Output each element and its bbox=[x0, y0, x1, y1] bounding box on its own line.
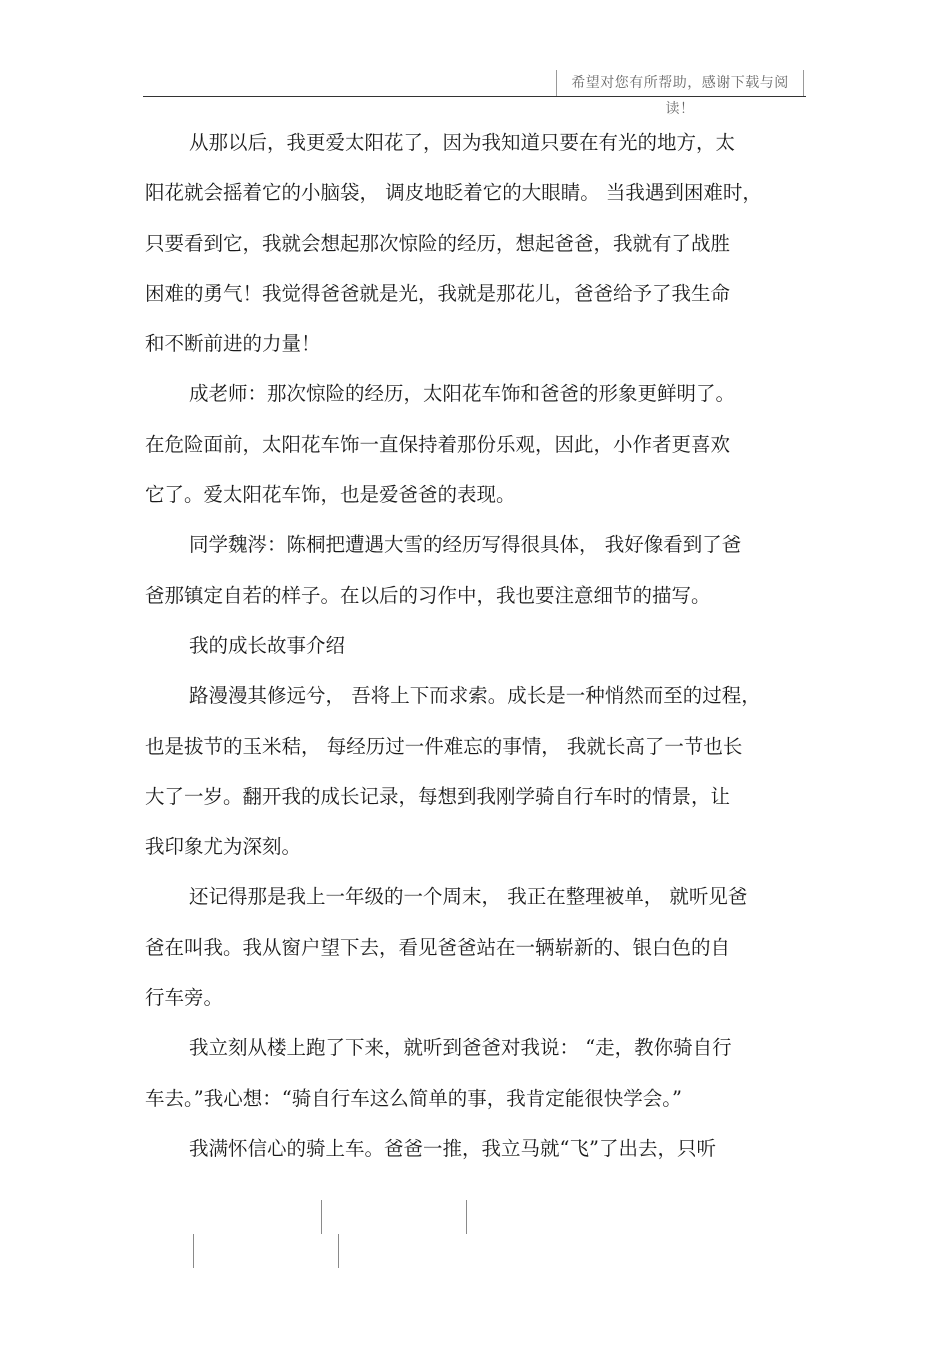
text-line: 成老师：那次惊险的经历，太阳花车饰和爸爸的形象更鲜明了。 bbox=[189, 382, 736, 406]
text-line: 爸那镇定自若的样子。在以后的习作中，我也要注意细节的描写。 bbox=[145, 583, 711, 607]
text-line: 路漫漫其修远兮， 吾将上下而求索。成长是一种悄然而至的过程， bbox=[189, 684, 761, 708]
text-line: 我立刻从楼上跑了下来，就听到爸爸对我说： “走，教你骑自行 bbox=[189, 1036, 732, 1060]
text-line: 也是拔节的玉米秸， 每经历过一件难忘的事情， 我就长高了一节也长 bbox=[145, 734, 743, 758]
text-line: 我印象尤为深刻。 bbox=[145, 835, 302, 859]
text-line: 和不断前进的力量！ bbox=[145, 332, 321, 356]
text-line: 车去。”我心想：“骑自行车这么简单的事，我肯定能很快学会。” bbox=[145, 1086, 682, 1110]
header-note: 希望对您有所帮助，感谢下载与阅读！ bbox=[556, 70, 804, 96]
text-line: 大了一岁。翻开我的成长记录，每想到我刚学骑自行车时的情景，让 bbox=[145, 784, 731, 808]
footer-rule bbox=[466, 1200, 467, 1234]
text-line: 行车旁。 bbox=[145, 986, 224, 1010]
text-line: 从那以后，我更爱太阳花了，因为我知道只要在有光的地方，太 bbox=[189, 131, 736, 154]
text-line: 还记得那是我上一年级的一个周末， 我正在整理被单， 就听见爸 bbox=[189, 885, 748, 909]
body-text bbox=[145, 118, 805, 1174]
header-rule bbox=[143, 96, 806, 97]
text-line: 我满怀信心的骑上车。爸爸一推，我立马就“飞”了出去，只听 bbox=[189, 1136, 716, 1160]
text-line: 它了。爱太阳花车饰，也是爱爸爸的表现。 bbox=[145, 483, 516, 507]
footer-rule bbox=[321, 1200, 322, 1234]
text-line: 爸在叫我。我从窗户望下去，看见爸爸站在一辆崭新的、银白色的自 bbox=[145, 935, 731, 959]
text-line: 同学魏涔：陈桐把遭遇大雪的经历写得很具体， 我好像看到了爸 bbox=[189, 533, 742, 557]
footer-rule bbox=[193, 1234, 194, 1268]
text-line: 在危险面前，太阳花车饰一直保持着那份乐观，因此，小作者更喜欢 bbox=[145, 432, 731, 456]
text-line: 只要看到它，我就会想起那次惊险的经历，想起爸爸，我就有了战胜 bbox=[145, 231, 731, 255]
text-line: 困难的勇气！我觉得爸爸就是光，我就是那花儿，爸爸给予了我生命 bbox=[145, 281, 731, 305]
footer-rule bbox=[338, 1234, 339, 1268]
text-line: 我的成长故事介绍 bbox=[189, 633, 346, 657]
text-line: 阳花就会摇着它的小脑袋， 调皮地眨着它的大眼睛。 当我遇到困难时， bbox=[145, 181, 762, 205]
